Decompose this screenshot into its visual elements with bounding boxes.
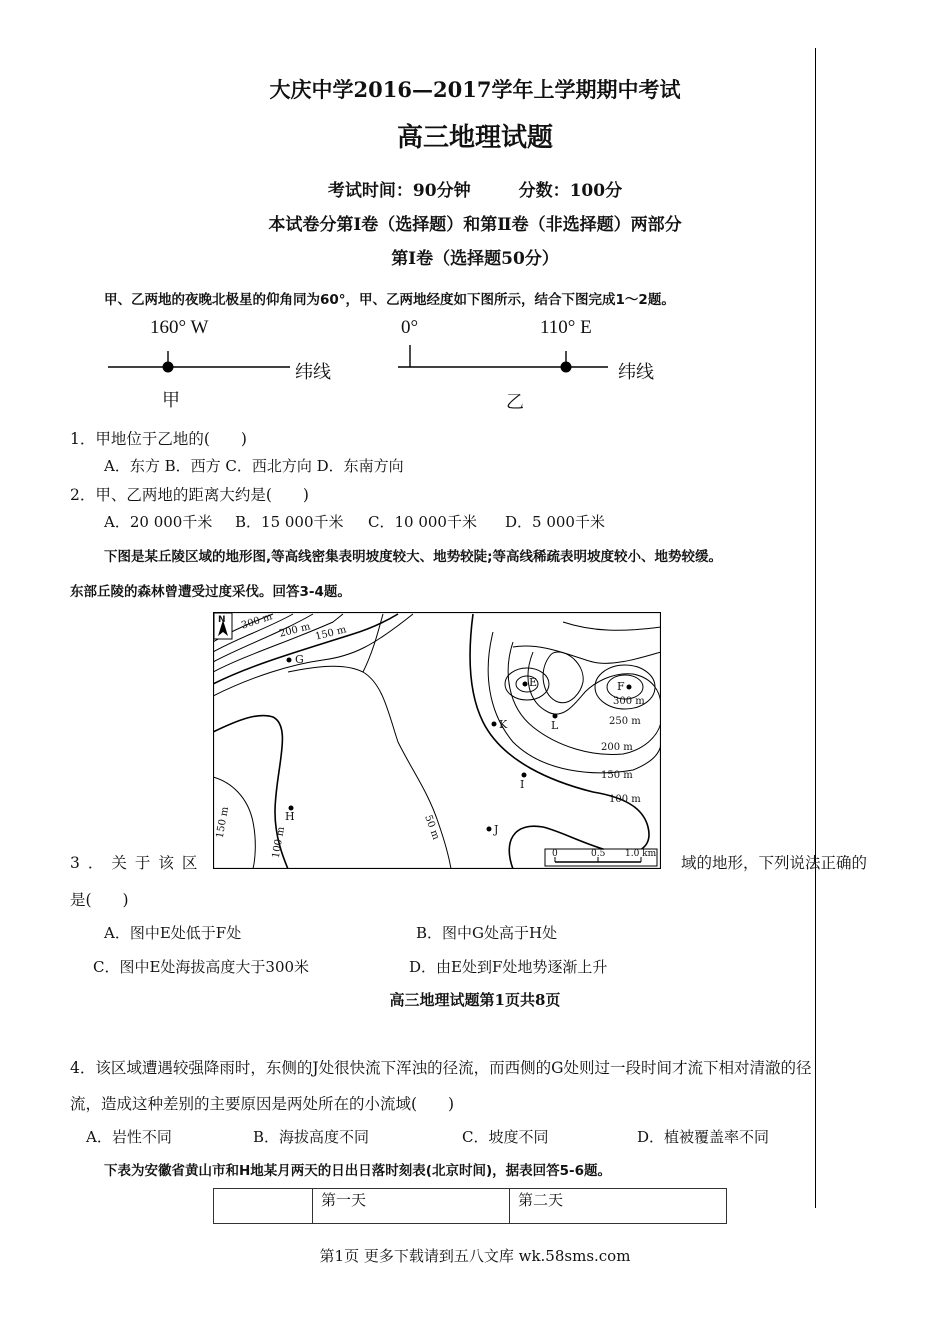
map-point-e bbox=[523, 682, 528, 687]
left-longitude: 160° W bbox=[150, 317, 209, 338]
scale-label-half: 0.5 bbox=[591, 849, 606, 859]
table-cell: 第二天 bbox=[510, 1189, 727, 1224]
table-cell bbox=[214, 1189, 313, 1224]
page-label: 高三地理试题第1页共8页 bbox=[389, 991, 561, 1009]
intro-q3-4-line2: 东部丘陵的森林曾遭受过度采伐。回答3-4题。 bbox=[70, 584, 351, 600]
exam-subtitle: 高三地理试题 bbox=[396, 123, 553, 153]
left-latitude-label: 纬线 bbox=[295, 362, 331, 383]
section-heading: 第Ⅰ卷（选择题50分） bbox=[391, 249, 559, 269]
map-label-j: J bbox=[494, 823, 499, 836]
q4-option-b: B．海拔高度不同 bbox=[253, 1128, 370, 1146]
intro-q5-6: 下表为安徽省黄山市和H地某月两天的日出日落时刻表(北京时间)，据表回答5-6题。 bbox=[104, 1163, 612, 1179]
contour-label-200-east: 200 m bbox=[601, 742, 633, 753]
contour-label-150: 150 m bbox=[314, 624, 348, 643]
q3-option-d: D．由E处到F处地势逐渐上升 bbox=[409, 958, 608, 976]
scale-label-1km: 1.0 km bbox=[625, 849, 657, 859]
table-row bbox=[214, 1189, 727, 1224]
left-place: 甲 bbox=[162, 390, 180, 411]
contour-label-100-east: 100 m bbox=[609, 794, 641, 805]
contour-label-300: 300 m bbox=[240, 611, 274, 632]
q2-option-b: B．15 000千米 bbox=[235, 513, 344, 531]
contour-label-300-east: 300 m bbox=[613, 696, 645, 707]
q2-option-d: D．5 000千米 bbox=[505, 513, 605, 531]
map-label-l: L bbox=[551, 719, 559, 732]
q2-option-c: C．10 000千米 bbox=[368, 513, 477, 531]
q3-option-c: C．图中E处海拔高度大于300米 bbox=[93, 958, 310, 976]
contour-label-100-west: 100 m bbox=[270, 825, 288, 860]
point-yi bbox=[561, 362, 572, 373]
map-point-g bbox=[287, 658, 292, 663]
q3-option-a: A．图中E处低于F处 bbox=[104, 924, 242, 942]
map-point-i bbox=[522, 773, 527, 778]
q4-line1: 4．该区域遭遇较强降雨时，东侧的J处很快流下浑浊的径流，而西侧的G处则过一段时间才流下相对清澈的径 bbox=[70, 1059, 812, 1077]
table-cell: 第一天 bbox=[313, 1189, 510, 1224]
q3-stem-tail: 是( ) bbox=[70, 891, 129, 909]
contour-label-150-east: 150 m bbox=[601, 770, 633, 781]
q1-options: A．东方 B．西方 C．西北方向 D．东南方向 bbox=[104, 457, 404, 475]
q2-stem: 2．甲、乙两地的距离大约是( ) bbox=[70, 486, 309, 504]
exam-score: 分数：100分 bbox=[518, 181, 623, 201]
map-point-j bbox=[487, 827, 492, 832]
q3-option-b: B．图中G处高于H处 bbox=[416, 924, 558, 942]
map-point-l bbox=[553, 714, 558, 719]
contour-label-250: 250 m bbox=[609, 716, 641, 727]
right-latitude-label: 纬线 bbox=[618, 362, 654, 383]
map-label-e: E bbox=[529, 676, 538, 689]
right-longitude: 110° E bbox=[540, 317, 592, 338]
contour-label-50: 50 m bbox=[422, 813, 442, 842]
intro-q3-4-line1: 下图是某丘陵区域的地形图,等高线密集表明坡度较大、地势较陡;等高线稀疏表明坡度较小、地势较缓。 bbox=[104, 549, 723, 565]
point-jia bbox=[163, 362, 174, 373]
sunrise-table bbox=[213, 1188, 727, 1224]
q2-option-a: A．20 000千米 bbox=[104, 513, 213, 531]
north-label: N bbox=[218, 615, 226, 625]
map-label-h: H bbox=[285, 810, 295, 823]
intro-q1-2: 甲、乙两地的夜晚北极星的仰角同为60°，甲、乙两地经度如下图所示，结合下图完成1～2题。 bbox=[104, 292, 675, 308]
map-label-k: K bbox=[499, 718, 508, 731]
map-point-f bbox=[627, 685, 632, 690]
exam-structure: 本试卷分第Ⅰ卷（选择题）和第Ⅱ卷（非选择题）两部分 bbox=[268, 215, 682, 235]
q4-option-a: A．岩性不同 bbox=[86, 1128, 172, 1146]
page-footer: 第1页 更多下载请到五八文库 wk.58sms.com bbox=[319, 1247, 631, 1265]
exam-title: 大庆中学2016—2017学年上学期期中考试 bbox=[269, 77, 681, 102]
q1-stem: 1．甲地位于乙地的( ) bbox=[70, 430, 247, 448]
scale-label-0: 0 bbox=[552, 849, 558, 859]
q4-line2: 流，造成这种差别的主要原因是两处所在的小流域( ) bbox=[70, 1095, 455, 1113]
q3-stem-left: 3．关于该区 bbox=[70, 854, 206, 872]
map-point-k bbox=[492, 722, 497, 727]
map-label-g: G bbox=[295, 653, 304, 666]
contour-label-200: 200 m bbox=[278, 621, 312, 640]
map-label-f: F bbox=[617, 680, 625, 693]
exam-time: 考试时间：90分钟 bbox=[327, 181, 471, 201]
contour-label-150-west: 150 m bbox=[214, 805, 232, 840]
map-label-i: I bbox=[520, 778, 525, 791]
zero-longitude: 0° bbox=[401, 317, 419, 338]
q4-option-c: C．坡度不同 bbox=[462, 1128, 549, 1146]
q4-option-d: D．植被覆盖率不同 bbox=[637, 1128, 770, 1146]
right-place: 乙 bbox=[506, 392, 524, 413]
contour-map bbox=[213, 612, 661, 869]
exam-meta bbox=[0, 176, 950, 201]
q3-stem-right: 域的地形，下列说法正确的 bbox=[681, 854, 868, 872]
